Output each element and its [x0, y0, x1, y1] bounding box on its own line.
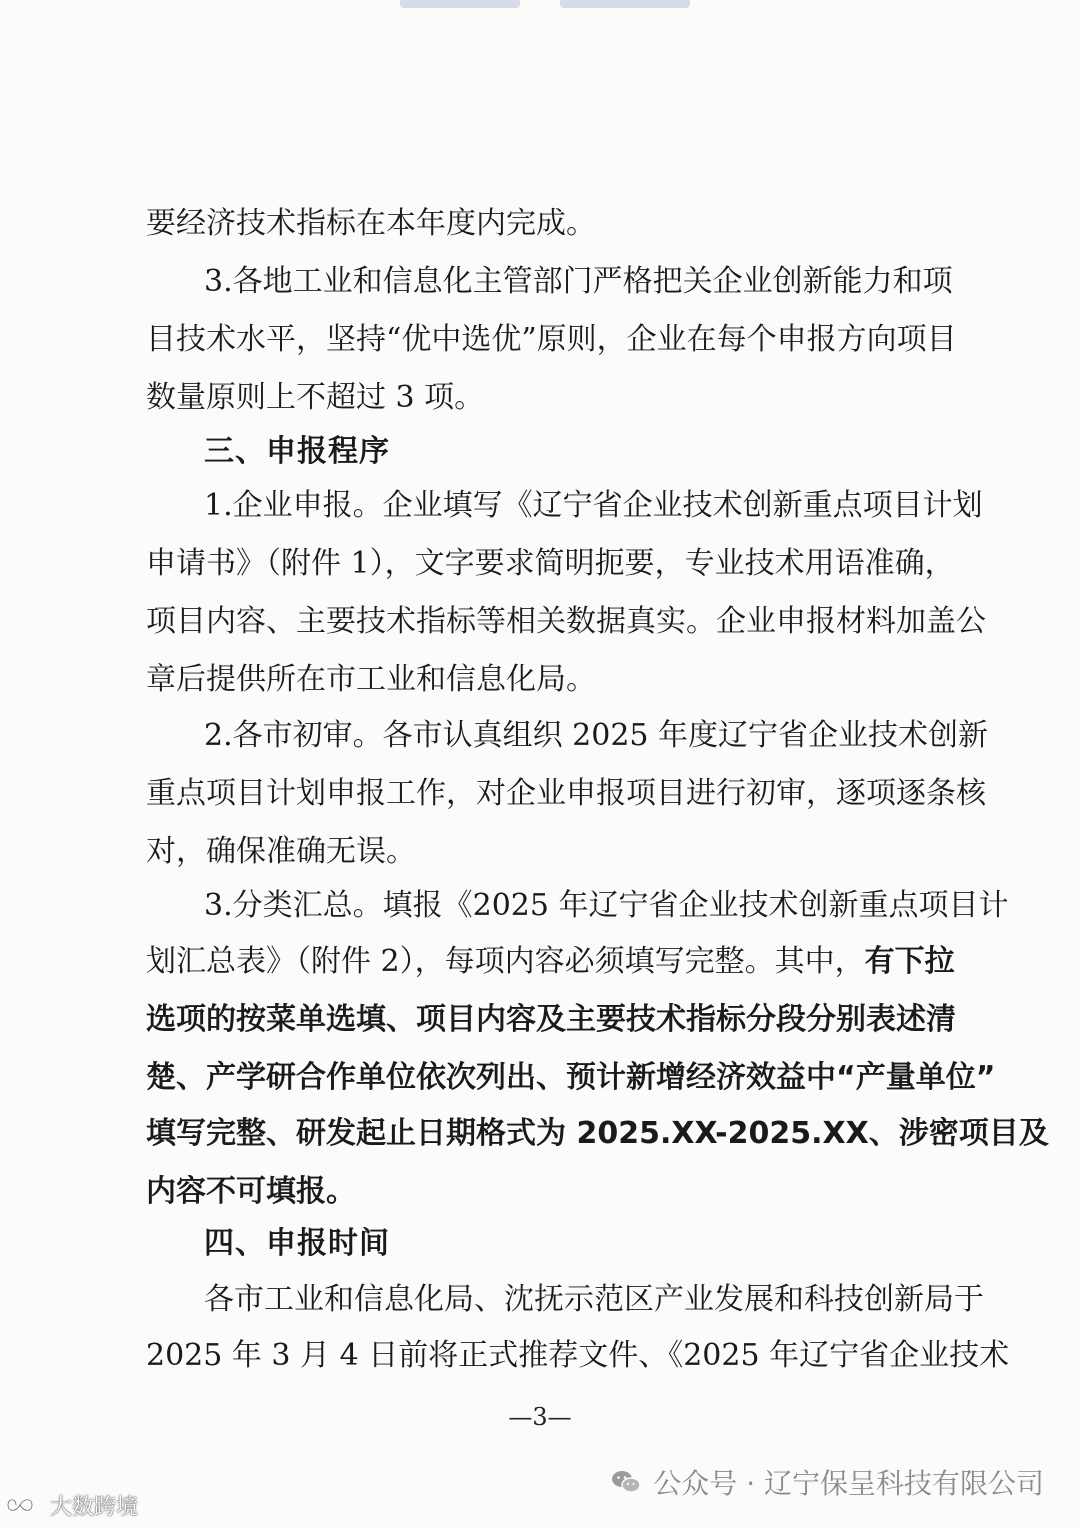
paragraph-line: 2025 年 3 月 4 日前将正式推荐文件、《2025 年辽宁省企业技术 [146, 1338, 1010, 1373]
scan-artifact [400, 0, 520, 8]
paragraph-line: 重点项目计划申报工作，对企业申报项目进行初审，逐项逐条核 [146, 776, 986, 811]
paragraph-line: 3.各地工业和信息化主管部门严格把关企业创新能力和项 [204, 264, 953, 299]
paragraph-line: 1.企业申报。企业填写《辽宁省企业技术创新重点项目计划 [204, 488, 983, 523]
watermark-text: 大数跨境 [50, 1494, 139, 1520]
wechat-watermark [611, 1462, 1044, 1502]
paragraph-line-bold: 内容不可填报。 [146, 1174, 356, 1209]
page-number: —3— [508, 1403, 572, 1431]
section-heading: 三、申报程序 [204, 434, 390, 469]
platform-watermark [6, 1490, 138, 1520]
paragraph-line-bold: 选项的按菜单选填、项目内容及主要技术指标分段分别表述清 [146, 1002, 956, 1037]
paragraph-line-bold: 楚、产学研合作单位依次列出、预计新增经济效益中“产量单位” [146, 1060, 996, 1095]
paragraph-line-mixed [146, 942, 955, 982]
paragraph-line: 各市工业和信息化局、沈抚示范区产业发展和科技创新局于 [204, 1282, 984, 1317]
paragraph-line: 项目内容、主要技术指标等相关数据真实。企业申报材料加盖公 [146, 604, 986, 639]
paragraph-line: 申请书》（附件 1），文字要求简明扼要，专业技术用语准确， [146, 546, 955, 581]
paragraph-line: 对，确保准确无误。 [146, 834, 416, 869]
wechat-icon [611, 1469, 641, 1495]
paragraph-line: 3.分类汇总。填报《2025 年辽宁省企业技术创新重点项目计 [204, 888, 1009, 923]
scan-artifact [560, 0, 690, 8]
paragraph-line-bold: 填写完整、研发起止日期格式为 2025.XX-2025.XX、涉密项目及 [146, 1116, 1049, 1151]
paragraph-line: 目技术水平，坚持“优中选优”原则，企业在每个申报方向项目 [146, 322, 957, 357]
paragraph-line: 2.各市初审。各市认真组织 2025 年度辽宁省企业技术创新 [204, 718, 989, 753]
wechat-account-label: 公众号 · 辽宁保呈科技有限公司 [653, 1467, 1044, 1500]
paragraph-line: 数量原则上不超过 3 项。 [146, 380, 485, 415]
section-heading: 四、申报时间 [204, 1226, 390, 1261]
normal-text: 划汇总表》（附件 2），每项内容必须填写完整。其中， [146, 944, 865, 979]
paragraph-line: 要经济技术指标在本年度内完成。 [146, 206, 596, 241]
paragraph-line: 章后提供所在市工业和信息化局。 [146, 662, 596, 697]
bold-text: 有下拉 [864, 944, 955, 979]
infinity-logo-icon [6, 1493, 46, 1517]
